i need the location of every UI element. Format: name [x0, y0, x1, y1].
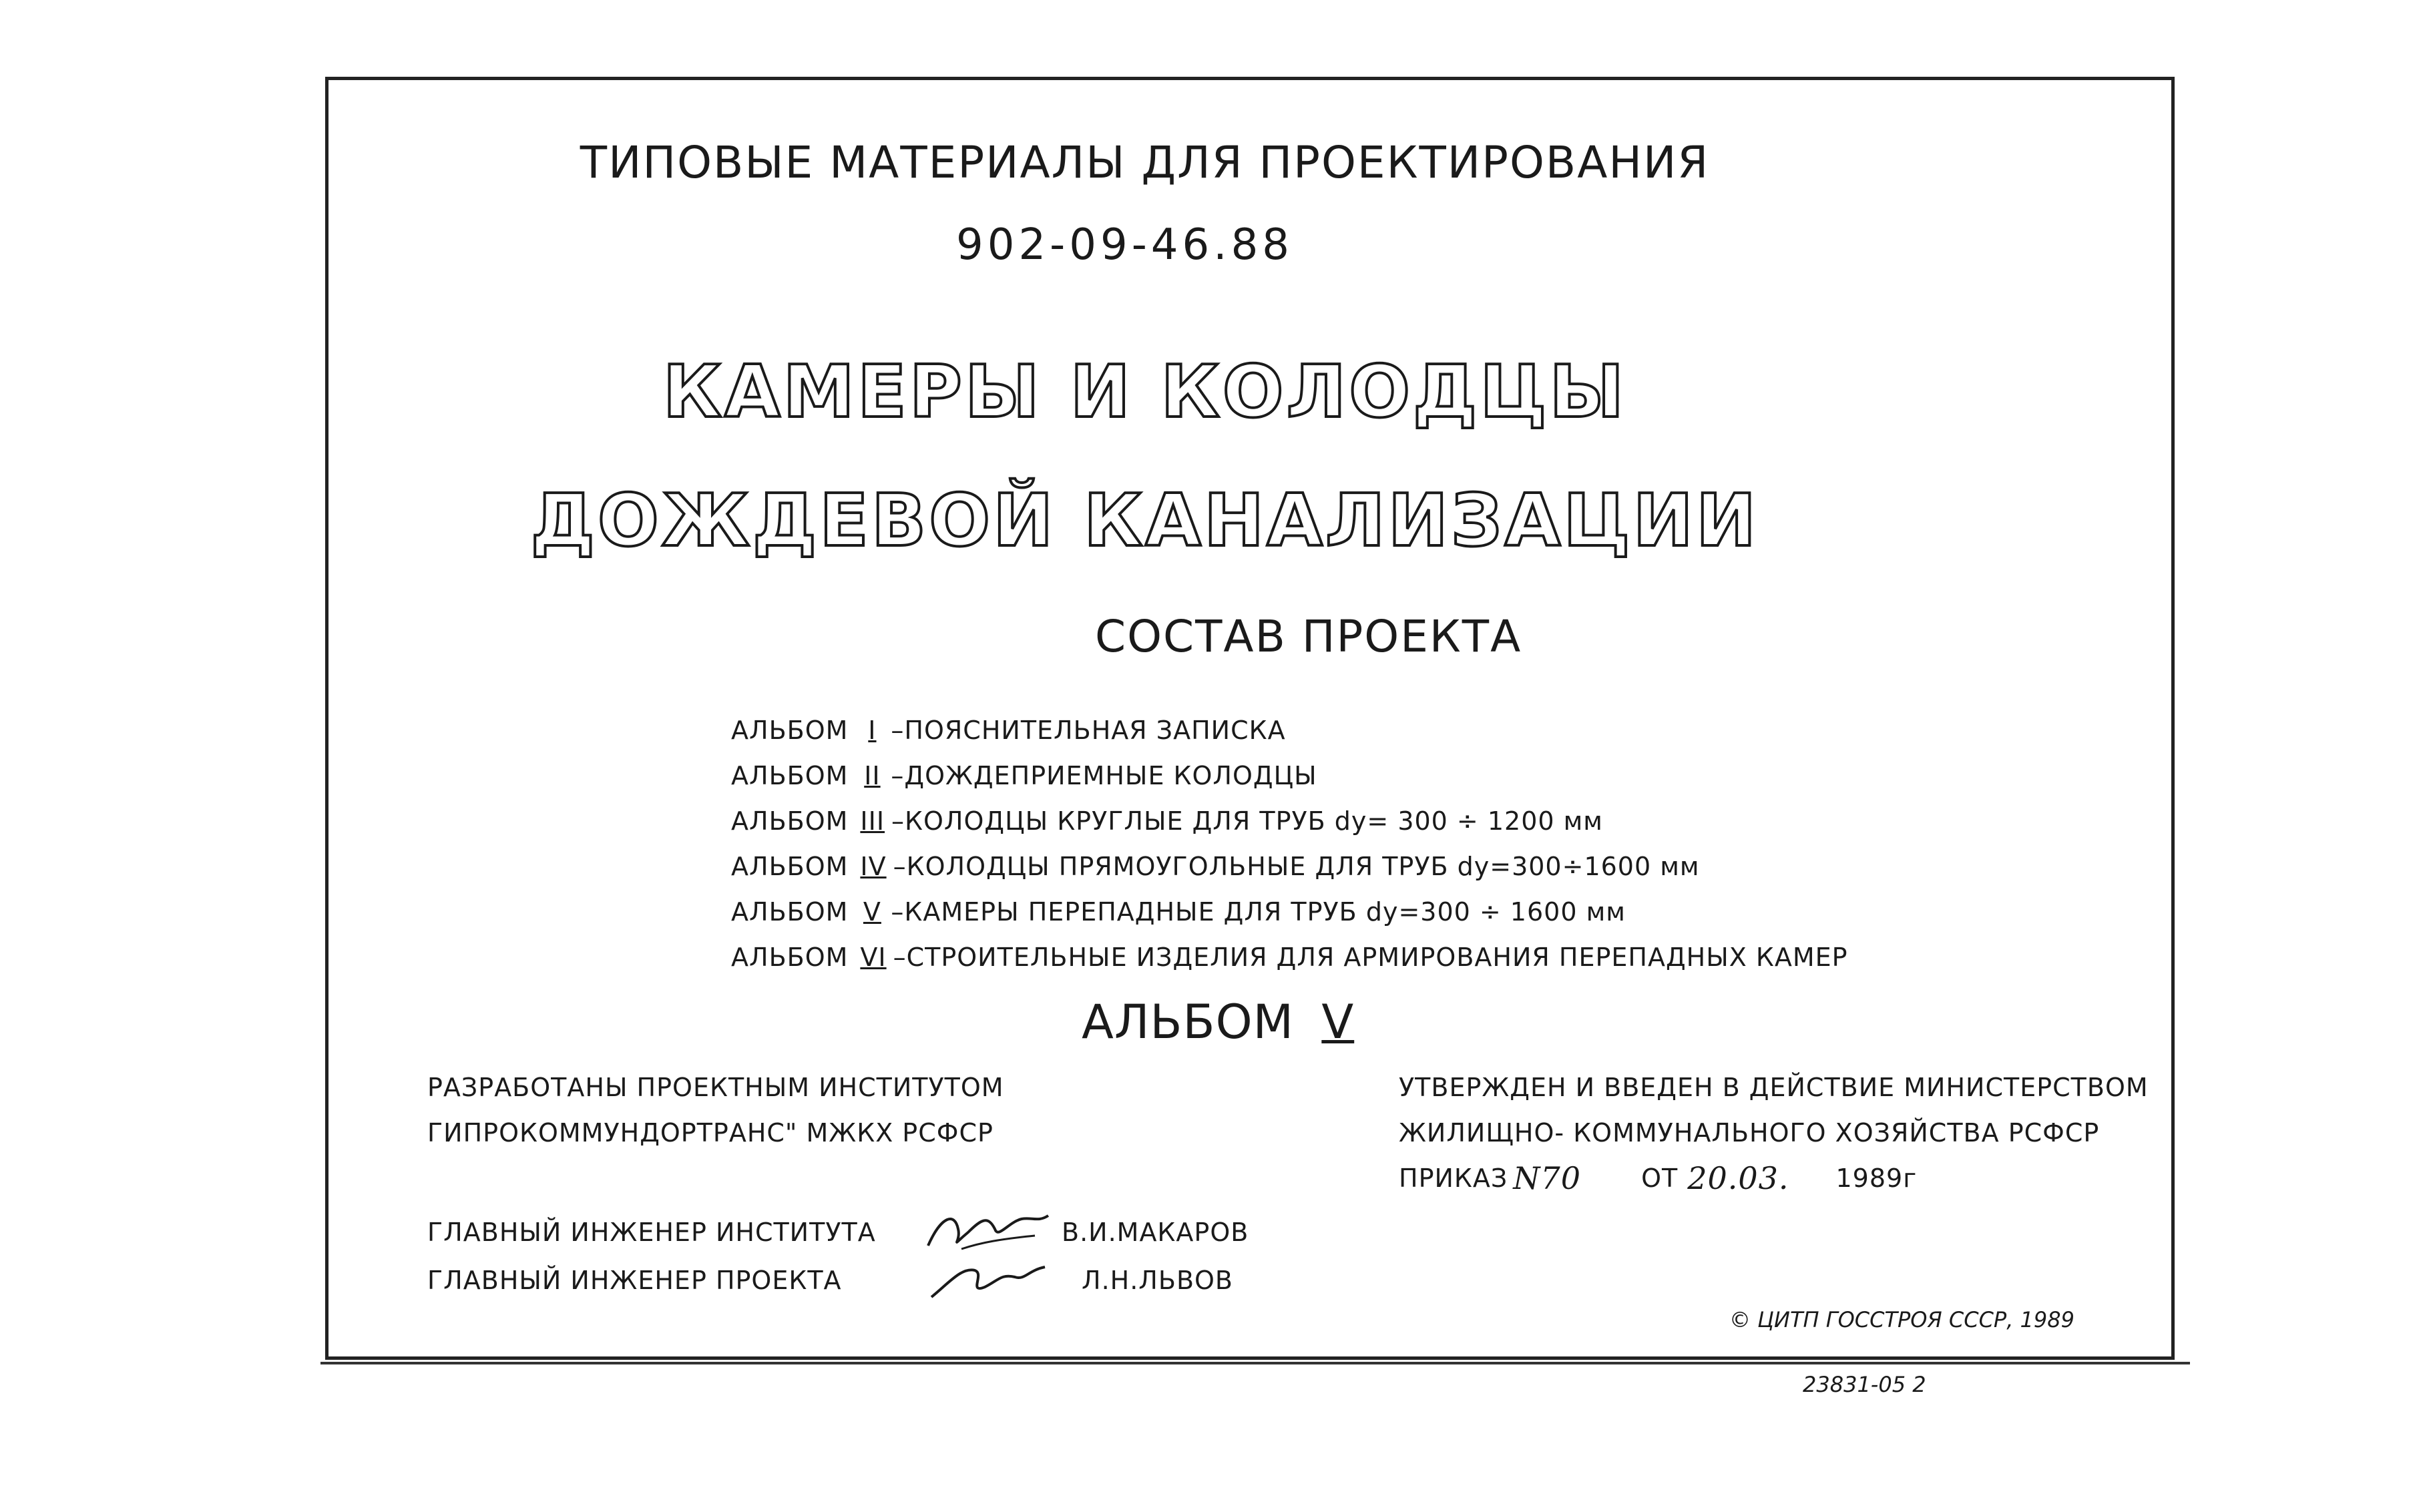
- album-description: –КАМЕРЫ ПЕРЕПАДНЫЕ ДЛЯ ТРУБ dy=300 ÷ 1600 мм: [891, 897, 1626, 927]
- album-word: АЛЬБОМ: [731, 716, 849, 745]
- album-word: АЛЬБОМ: [731, 897, 849, 927]
- album-item: [731, 935, 1848, 980]
- album-description: –ДОЖДЕПРИЕМНЫЕ КОЛОДЦЫ: [891, 761, 1317, 790]
- album-list: [731, 708, 1848, 980]
- developer-line2: ГИПРОКОММУНДОРТРАНС" МЖКХ РСФСР: [427, 1118, 994, 1148]
- copyright-note: © ЦИТП ГОССТРОЯ СССР, 1989: [1729, 1307, 2074, 1332]
- engineer-title: ГЛАВНЫЙ ИНЖЕНЕР ИНСТИТУТА: [427, 1218, 876, 1247]
- order-line: [1399, 1156, 2149, 1201]
- album-item: [731, 798, 1848, 844]
- current-album-heading: [1082, 995, 1354, 1049]
- frame-bottom-rule: [320, 1362, 2190, 1364]
- engineer-row: [427, 1256, 1249, 1304]
- album-word: АЛЬБОМ: [731, 943, 849, 972]
- date-label: ОТ: [1641, 1164, 1679, 1193]
- signature-lvov: [921, 1257, 1055, 1304]
- album-description: –КОЛОДЦЫ ПРЯМОУГОЛЬНЫЕ ДЛЯ ТРУБ dy=300÷1600 мм: [893, 852, 1700, 881]
- main-title-line2: ДОЖДЕВОЙ КАНАЛИЗАЦИИ: [530, 479, 1759, 563]
- album-number: V: [863, 897, 881, 927]
- album-word: АЛЬБОМ: [731, 761, 849, 790]
- album-number: VI: [860, 943, 887, 972]
- engineer-name: В.И.МАКАРОВ: [1062, 1218, 1249, 1247]
- album-description: –ПОЯСНИТЕЛЬНАЯ ЗАПИСКА: [891, 716, 1286, 745]
- engineers-block: [427, 1208, 1249, 1304]
- album-description: –СТРОИТЕЛЬНЫЕ ИЗДЕЛИЯ ДЛЯ АРМИРОВАНИЯ ПЕРЕПАДНЫХ КАМЕР: [893, 943, 1848, 972]
- album-number: III: [860, 806, 885, 836]
- engineer-title: ГЛАВНЫЙ ИНЖЕНЕР ПРОЕКТА: [427, 1266, 842, 1295]
- approval-line1: УТВЕРЖДЕН И ВВЕДЕН В ДЕЙСТВИЕ МИНИСТЕРСТВОМ: [1399, 1073, 2149, 1102]
- engineer-row: [427, 1208, 1249, 1256]
- footer-sheet-code: 23831-05 2: [1803, 1372, 1926, 1397]
- signature-makarov: [921, 1209, 1055, 1256]
- series-title: ТИПОВЫЕ МАТЕРИАЛЫ ДЛЯ ПРОЕКТИРОВАНИЯ: [580, 137, 1710, 188]
- album-number: IV: [860, 852, 887, 881]
- main-title-line1: КАМЕРЫ И КОЛОДЦЫ: [662, 350, 1627, 434]
- album-number: I: [868, 716, 877, 745]
- document-code: 902-09-46.88: [956, 220, 1293, 270]
- date-value: 20.03.: [1687, 1160, 1789, 1196]
- engineer-name: Л.Н.ЛЬВОВ: [1082, 1266, 1233, 1295]
- current-album-number: V: [1321, 995, 1355, 1049]
- approval-block: [1399, 1065, 2149, 1201]
- album-number: II: [864, 761, 881, 790]
- developer-line1: РАЗРАБОТАНЫ ПРОЕКТНЫМ ИНСТИТУТОМ: [427, 1073, 1004, 1102]
- section-title: СОСТАВ ПРОЕКТА: [1095, 611, 1522, 662]
- order-number: N70: [1513, 1160, 1582, 1196]
- order-label: ПРИКАЗ: [1399, 1164, 1508, 1193]
- order-year: 1989г: [1835, 1164, 1918, 1193]
- album-word: АЛЬБОМ: [731, 852, 849, 881]
- current-album-word: АЛЬБОМ: [1082, 995, 1295, 1049]
- developer-block: [427, 1065, 1004, 1156]
- approval-line2: ЖИЛИЩНО- КОММУНАЛЬНОГО ХОЗЯЙСТВА РСФСР: [1399, 1118, 2100, 1148]
- album-item: [731, 708, 1848, 753]
- album-item: [731, 753, 1848, 798]
- album-item: [731, 844, 1848, 889]
- album-description: –КОЛОДЦЫ КРУГЛЫЕ ДЛЯ ТРУБ dy= 300 ÷ 1200 мм: [891, 806, 1603, 836]
- album-item: [731, 889, 1848, 935]
- album-word: АЛЬБОМ: [731, 806, 849, 836]
